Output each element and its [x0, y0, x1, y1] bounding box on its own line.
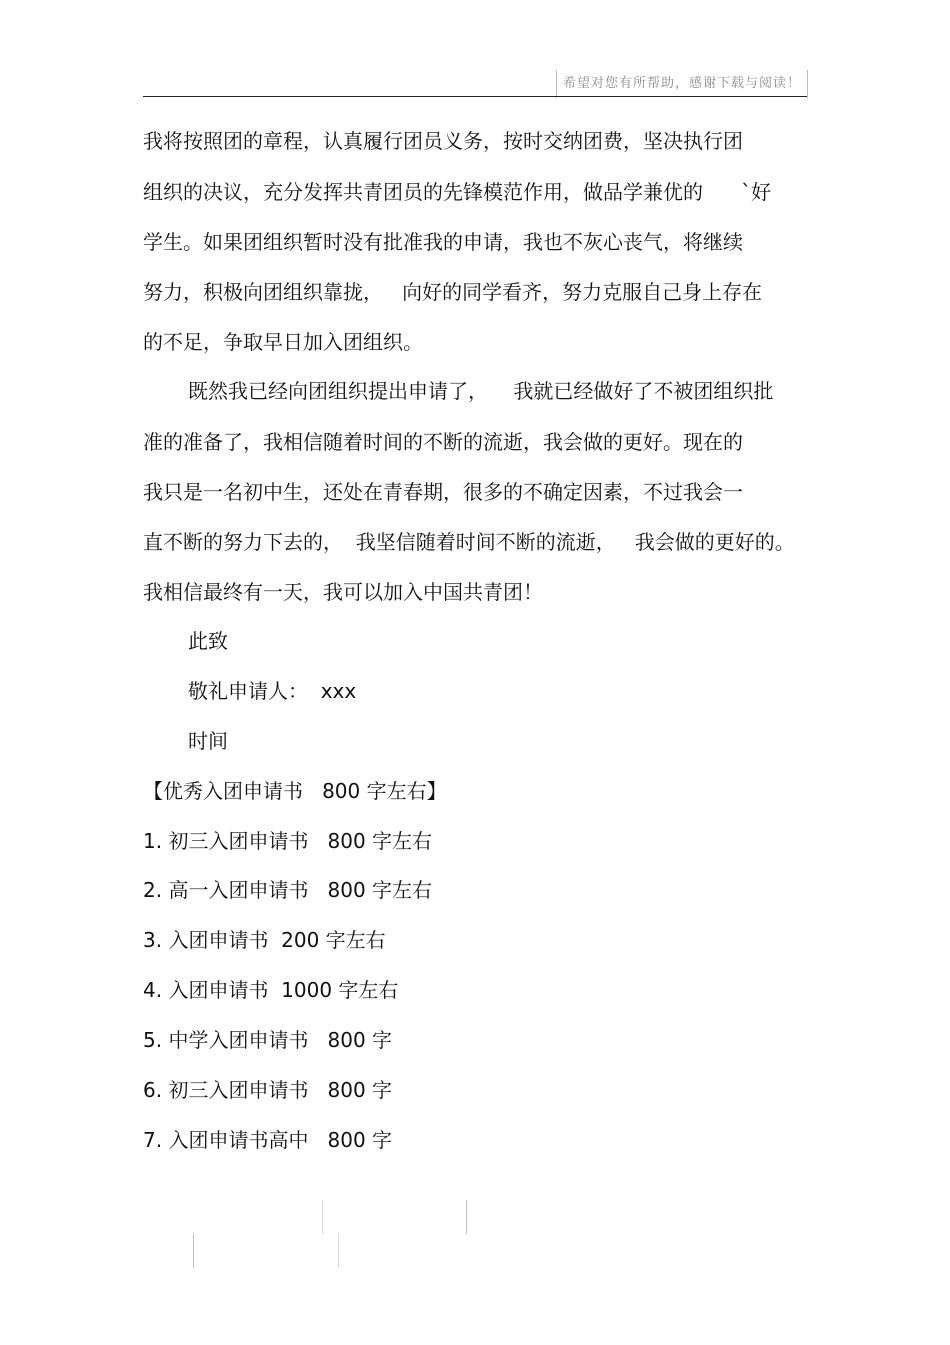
closing-salutation: 此致 [188, 629, 228, 653]
header-note: 希望对您有所帮助，感谢下载与阅读！ [556, 70, 808, 98]
closing-applicant: 敬礼申请人： xxx [188, 679, 357, 703]
decorative-rule [193, 1234, 194, 1268]
body-line-1: 我将按照团的章程，认真履行团员义务，按时交纳团费，坚决执行团 [143, 129, 743, 153]
body-line-10: 我相信最终有一天，我可以加入中国共青团！ [143, 580, 543, 604]
decorative-rule [466, 1200, 467, 1234]
related-heading: 【优秀入团申请书 800 字左右】 [143, 779, 447, 803]
decorative-rule [322, 1200, 323, 1234]
decorative-rule [338, 1234, 339, 1268]
related-item: 5. 中学入团申请书 800 字 [143, 1028, 393, 1052]
body-line-4: 努力，积极向团组织靠拢， 向好的同学看齐，努力克服自己身上存在 [143, 280, 763, 304]
header-divider [143, 96, 807, 97]
related-item: 7. 入团申请书高中 800 字 [143, 1128, 393, 1152]
related-item: 6. 初三入团申请书 800 字 [143, 1078, 393, 1102]
body-line-2: 组织的决议，充分发挥共青团员的先锋模范作用，做品学兼优的 `好 [143, 180, 772, 204]
body-line-8: 我只是一名初中生，还处在青春期，很多的不确定因素，不过我会一 [143, 480, 743, 504]
related-item: 2. 高一入团申请书 800 字左右 [143, 878, 433, 902]
body-line-3: 学生。如果团组织暂时没有批准我的申请，我也不灰心丧气，将继续 [143, 230, 743, 254]
body-line-9: 直不断的努力下去的， 我坚信随着时间不断的流逝， 我会做的更好的。 [143, 530, 795, 554]
related-item: 1. 初三入团申请书 800 字左右 [143, 829, 433, 853]
related-item: 4. 入团申请书 1000 字左右 [143, 978, 399, 1002]
body-line-5: 的不足，争取早日加入团组织。 [143, 330, 423, 354]
related-item: 3. 入团申请书 200 字左右 [143, 928, 386, 952]
closing-date: 时间 [188, 729, 228, 753]
body-line-7: 准的准备了，我相信随着时间的不断的流逝，我会做的更好。现在的 [143, 430, 743, 454]
body-line-6: 既然我已经向团组织提出申请了， 我就已经做好了不被团组织批 [188, 379, 774, 403]
